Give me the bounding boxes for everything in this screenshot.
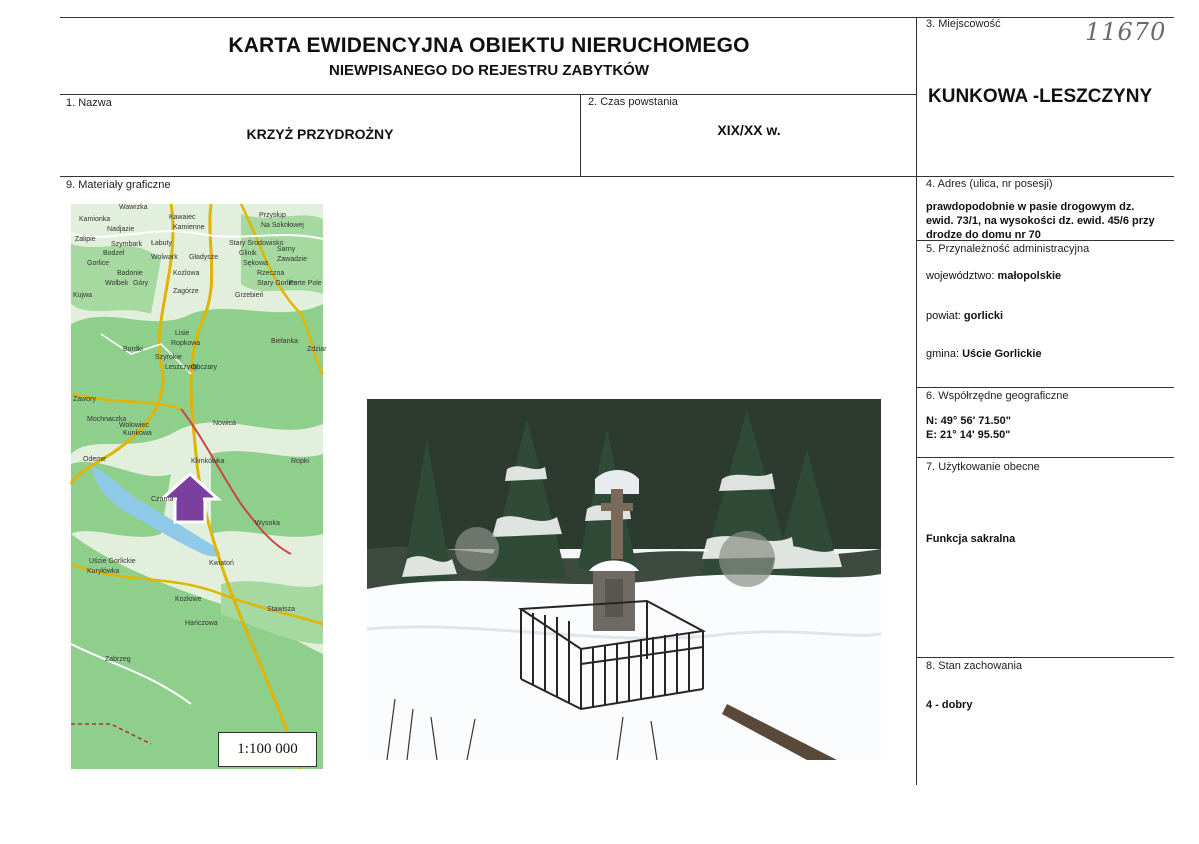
roadside-cross-icon	[589, 561, 639, 632]
locality-label: 3. Miejscowość	[926, 18, 1001, 30]
longitude-value: E: 21° 14' 95.50"	[926, 429, 1011, 441]
commune-value: Uście Gorlickie	[962, 348, 1042, 360]
map-label: Wolbek	[105, 280, 129, 287]
address-line-2: ewid. 73/1, na wysokości dz. ewid. 45/6 przy	[926, 215, 1155, 227]
map-label: Wysoka	[255, 520, 280, 527]
map-label: Wawrzka	[119, 204, 148, 211]
map-label: Mochnaczka	[87, 416, 127, 423]
document-title: KARTA EWIDENCYJNA OBIEKTU NIERUCHOMEGO	[228, 34, 750, 57]
map-label: Gorlice	[87, 260, 110, 267]
map-scale: 1:100 000	[218, 732, 317, 767]
name-label: 1. Nazwa	[66, 97, 112, 109]
map-label: Kawaiec	[169, 214, 196, 221]
map-label: Przysłup	[259, 212, 286, 219]
condition-label: 8. Stan zachowania	[926, 660, 1023, 672]
map-label: Zalipie	[75, 236, 96, 243]
admin-label: 5. Przynależność administracyjna	[926, 243, 1090, 255]
locality-value: KUNKOWA -LESZCZYNY	[928, 86, 1153, 107]
map-label: Szyrokie	[155, 354, 182, 361]
map-label: Kozłowe	[175, 596, 202, 603]
voivodeship-label: województwo:	[926, 270, 995, 282]
usage-value: Funkcja sakralna	[926, 533, 1016, 545]
map-label: Zawory	[73, 396, 96, 403]
header-bottom-line	[60, 94, 917, 95]
map-label: Bodzel	[103, 250, 125, 257]
map-label: Szymbark	[111, 241, 143, 248]
voivodeship-value: małopolskie	[997, 270, 1062, 282]
map-label: Kozlowa	[173, 270, 200, 277]
map-label: Uście Gorlickie	[89, 558, 136, 565]
map-label: Grzebień	[235, 292, 264, 299]
map-label: Zdziar	[307, 346, 327, 353]
map-label: Glinik	[239, 250, 257, 257]
voivodeship-row	[926, 270, 1061, 282]
map-label: Hańczowa	[185, 620, 218, 627]
map-label: Stawisza	[267, 606, 296, 613]
map-label: Sękowa	[243, 260, 268, 267]
top-border	[60, 17, 1174, 18]
map-label: Kamionka	[79, 216, 111, 223]
map-label: Lisie	[175, 330, 190, 337]
map-label: Kunkowa	[123, 430, 152, 437]
map-label: Kwiatoń	[209, 560, 234, 567]
map-label: Obczary	[191, 364, 218, 371]
usage-bottom-line	[917, 657, 1174, 658]
map-label: Klimkówka	[191, 458, 225, 465]
graphics-label: 9. Materiały graficzne	[66, 179, 171, 191]
map-place-labels	[71, 204, 327, 729]
county-label: powiat:	[926, 310, 961, 322]
map-label: Ropki	[291, 458, 309, 465]
map-label: Gładysze	[189, 254, 219, 261]
name-value: KRZYŻ PRZYDROŻNY	[246, 126, 394, 142]
map-label: Badonie	[117, 270, 143, 277]
coordinates-label: 6. Współrzędne geograficzne	[926, 390, 1069, 402]
map-label: Nadjazie	[107, 226, 135, 233]
map-label: Bordki	[123, 346, 143, 353]
section1-bottom-line	[60, 176, 1174, 177]
latitude-value: N: 49° 56' 71.50"	[926, 415, 1012, 427]
snowy-cross-photo	[367, 399, 881, 760]
map-label: Kamienne	[173, 224, 205, 231]
map-label: Nowica	[213, 420, 236, 427]
handwritten-record-number: 11670	[1085, 18, 1167, 46]
map-label: Kuryłówka	[87, 568, 120, 575]
map-label: Sarny	[277, 246, 296, 253]
map-label: Ropkowa	[171, 340, 201, 347]
usage-label: 7. Użytkowanie obecne	[926, 461, 1040, 473]
map-label: Wolowiec	[119, 422, 149, 429]
map-label: Łabuty	[151, 240, 173, 247]
address-label: 4. Adres (ulica, nr posesji)	[926, 178, 1053, 190]
map-label: Rzeczna	[257, 270, 285, 277]
map-label: Stary Środowisko	[229, 240, 284, 247]
map-label: Odeme	[83, 456, 106, 463]
address-line-1: prawdopodobnie w pasie drogowym dz.	[926, 201, 1135, 213]
condition-value: 4 - dobry	[926, 699, 973, 711]
object-photo	[367, 399, 881, 760]
time-value: XIX/XX w.	[717, 122, 781, 138]
admin-bottom-line	[917, 387, 1174, 388]
map-label: Leszczyny	[165, 364, 198, 371]
commune-label: gmina:	[926, 348, 960, 360]
map-label: Zagórze	[173, 288, 199, 295]
map-label: Czarna	[151, 496, 174, 503]
map-label: Porte Pole	[289, 280, 322, 287]
map-label: Na Sokołowej	[261, 222, 304, 229]
county-row	[926, 310, 1003, 322]
map-label: Zawadzie	[277, 256, 307, 263]
map-label: Bielanka	[271, 338, 298, 345]
map-label: Zabrzeg	[105, 656, 131, 663]
map-label: Góry	[133, 280, 149, 287]
map-label: Kujwa	[73, 292, 93, 299]
map-label: Stary Gorlice	[257, 280, 298, 287]
map-label: Wolwark	[151, 254, 178, 261]
coords-bottom-line	[917, 457, 1174, 458]
address-line-3: drodze do domu nr 70	[926, 229, 1041, 241]
time-label: 2. Czas powstania	[588, 96, 678, 108]
county-value: gorlicki	[963, 310, 1004, 322]
document-subtitle: NIEWPISANEGO DO REJESTRU ZABYTKÓW	[328, 62, 650, 79]
commune-row	[926, 348, 1042, 360]
